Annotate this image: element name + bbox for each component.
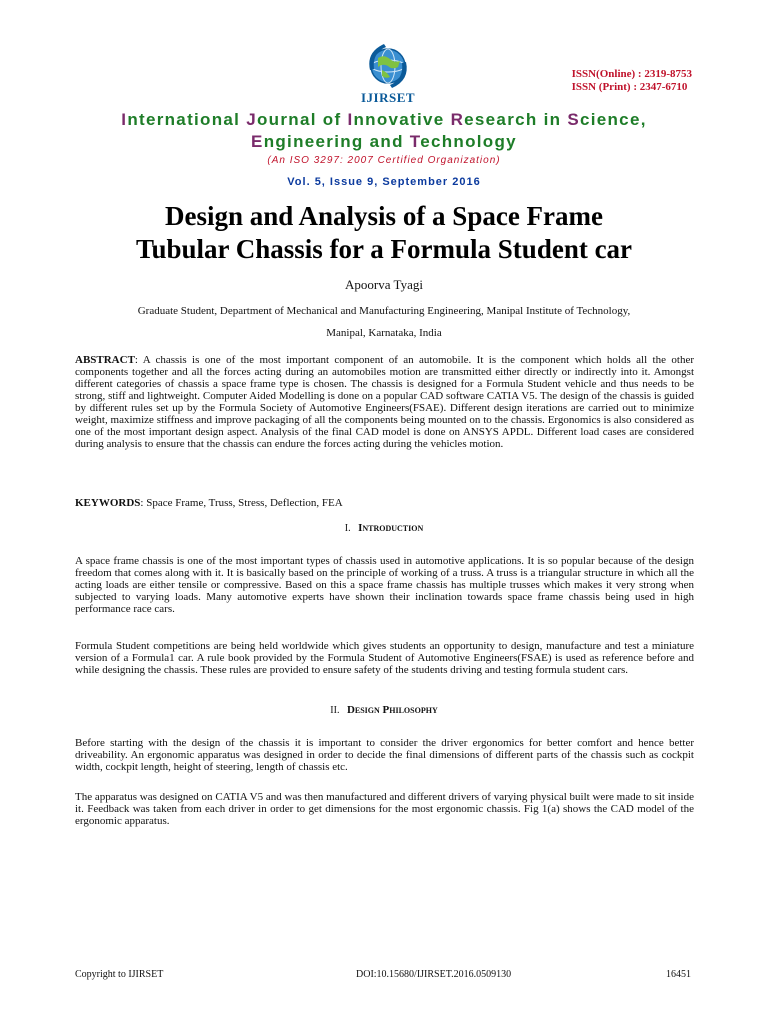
keywords-text: : Space Frame, Truss, Stress, Deflection, FEA [140, 497, 343, 509]
journal-title [60, 109, 708, 153]
journal-logo [348, 40, 428, 108]
footer-copyright: Copyright to IJIRSET [75, 969, 164, 980]
section-heading-introduction [0, 522, 768, 534]
logo-text: IJIRSET [360, 90, 416, 105]
footer-page-number: 16451 [666, 969, 691, 980]
paragraph: Before starting with the design of the chassis it is important to consider the driver ergonomics for better comfort and hence better driveability. An ergonomic apparatus was designed in order to decide the final dimensions of different parts of the chassis such as cockpit width, cockpit length, height of steering, length of chassis etc. [75, 737, 694, 773]
keywords-label: KEYWORDS [75, 497, 141, 509]
paragraph: A space frame chassis is one of the most important types of chassis used in automotive applications. It is so popular because of the design freedom that comes along with it. It is basically based on the principle of working of a truss. A truss is a triangular structure in which all the acting loads are either tensile or compressive. Based on this a space frame chassis has multiple trusses which makes it very strong when subjected to varying loads. Many automotive experts have shown their inclination towards space frame chassis being used in high performance race cars. [75, 555, 694, 615]
journal-title-line1: International Journal of Innovative Research in Science, [121, 110, 647, 129]
paragraph: Formula Student competitions are being held worldwide which gives students an opportunity to design, manufacture and test a miniature version of a Formula1 car. A rule book provided by the Formula Student of Automotive Engineers(FSAE) is used as reference before and while designing the chassis. These rules are provided to ensure safety of the students driving and testing formula student cars. [75, 640, 694, 676]
author-name: Apoorva Tyagi [345, 277, 423, 292]
section-number: I. [344, 523, 351, 534]
keywords [75, 497, 694, 509]
globe-icon [348, 40, 428, 92]
affiliation-line1: Graduate Student, Department of Mechanical and Manufacturing Engineering, Manipal Institute of Technology, [137, 305, 631, 317]
abstract-label: ABSTRACT [75, 354, 135, 366]
paper-title-line2: Tubular Chassis for a Formula Student car [135, 234, 633, 264]
paragraph: The apparatus was designed on CATIA V5 and was then manufactured and different drivers of varying physical built were made to sit inside it. Feedback was taken from each driver in order to get dimensions for the most ergonomic chassis. Fig 1(a) shows the CAD model of the ergonomic apparatus. [75, 791, 694, 827]
affiliation-line2: Manipal, Karnataka, India [326, 327, 442, 339]
issn-print: ISSN (Print) : 2347-6710 [571, 81, 688, 93]
section-title: Introduction [358, 522, 424, 534]
journal-title-line2: Engineering and Technology [251, 132, 517, 151]
abstract [75, 354, 694, 450]
section-number: II. [330, 705, 340, 716]
section-title: Design Philosophy [346, 704, 438, 716]
issn-online: ISSN(Online) : 2319-8753 [571, 68, 692, 80]
paper-title [60, 200, 708, 266]
author-affiliation [70, 300, 698, 344]
section-heading-design-philosophy [0, 704, 768, 716]
paper-title-line1: Design and Analysis of a Space Frame [164, 201, 604, 231]
organization-line: (An ISO 3297: 2007 Certified Organization) [267, 155, 501, 166]
issn-block [572, 68, 692, 94]
abstract-text: : A chassis is one of the most important component of an automobile. It is the component which holds all the other components together and all the forces acting during an automobiles motion are transmitted either directly or indirectly into it. Amongst different categories of chassis a space frame type is chosen. The chassis is designed for a Formula Student vehicle and thus needs to be strong, stiff and lightweight. Computer Aided Modelling is done on a popular CAD software CATIA V5. The design of the chassis is guided by different rules set up by the Formula Society of Automotive Engineers(FSAE). Different design iterations are carried out to minimize weight, maximize stiffness and improve packaging of all the components being mounted on to the chassis. Ergonomics is also considered as one of the most important design aspect. Analysis of the final CAD model is done on ANSYS APDL. Different load cases are considered during analysis to ensure that the chassis can endure the forces acting during the vehicles motion. [75, 354, 694, 450]
volume-issue: Vol. 5, Issue 9, September 2016 [287, 176, 481, 188]
footer-doi: DOI:10.15680/IJIRSET.2016.0509130 [356, 969, 512, 980]
